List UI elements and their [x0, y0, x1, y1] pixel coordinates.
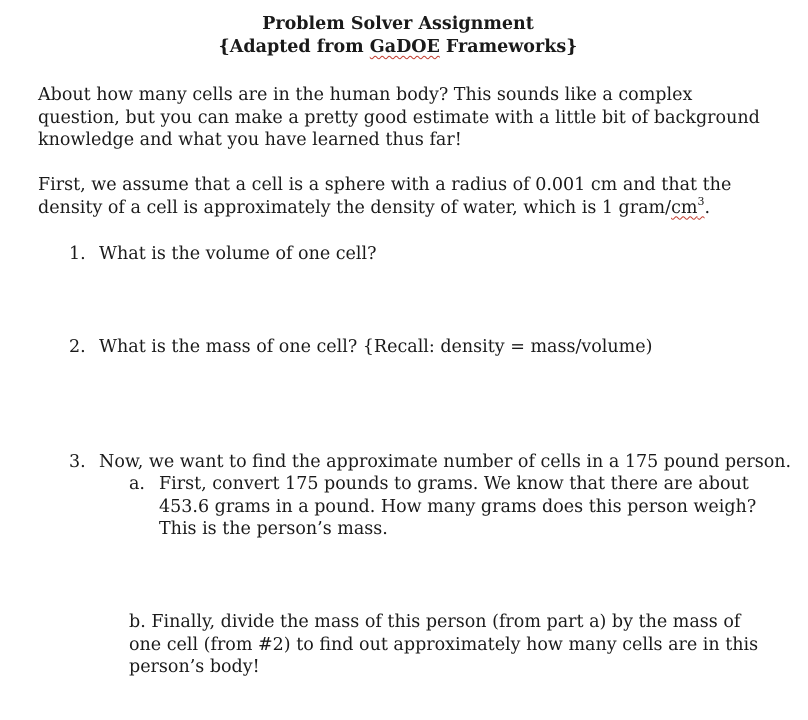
subpart-text: First, convert 175 pounds to grams. We know that there are about 453.6 grams in a pound. How many grams does this person weigh? This is the person’s mass.	[159, 474, 757, 539]
unit-cm-cubed	[671, 194, 705, 218]
question-text: Now, we want to find the approximate number of cells in a 175 pound person.	[99, 452, 792, 472]
assignment-title	[0, 13, 802, 35]
question-number: 3.	[69, 452, 86, 472]
assumption-period: .	[704, 197, 711, 218]
assumption-paragraph	[38, 174, 768, 219]
question-number: 1.	[69, 244, 86, 264]
question-number: 2.	[69, 337, 86, 357]
assignment-subtitle	[0, 36, 802, 58]
question-text: What is the mass of one cell? {Recall: density = mass/volume)	[99, 337, 653, 357]
intro-paragraph: About how many cells are in the human body? This sounds like a complex question, but you can make a pretty good estimate with a little bit of background knowledge and what you have learned thus far!	[38, 85, 760, 150]
assumption-text: First, we assume that a cell is a sphere with a radius of 0.001 cm and that the density of a cell is approximately the density of water, which is 1 gram/	[38, 175, 732, 218]
assignment-title-text: Problem Solver Assignment	[262, 14, 534, 34]
subtitle-prefix: {Adapted from	[218, 37, 370, 57]
subtitle-suffix: Frameworks}	[439, 37, 578, 57]
unit-cm: cm	[671, 197, 698, 218]
question-3b: b. Finally, divide the mass of this person (from part a) by the mass of one cell (from #2) to find out approximately how many cells are in this person’s body!	[129, 612, 759, 677]
subpart-letter: a.	[129, 474, 145, 494]
unit-exponent: 3	[697, 194, 705, 208]
question-text: What is the volume of one cell?	[99, 244, 377, 264]
spellcheck-flagged-word: GaDOE	[369, 37, 440, 57]
